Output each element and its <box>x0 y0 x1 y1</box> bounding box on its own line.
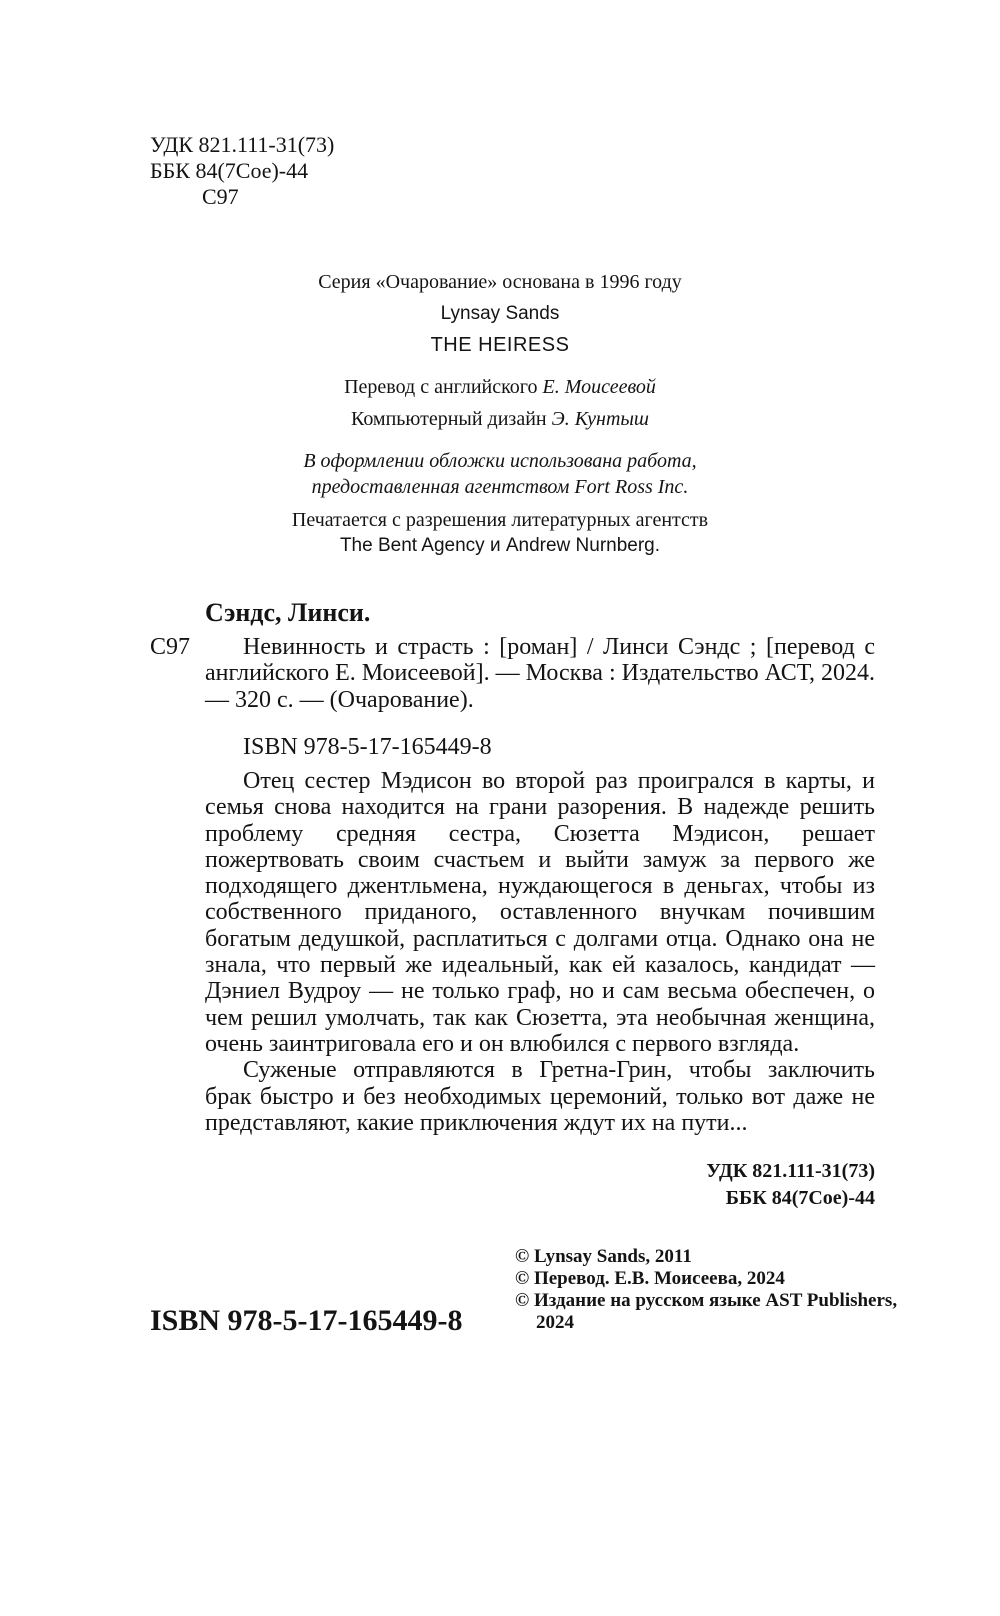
series-line: Серия «Очарование» основана в 1996 году <box>318 271 682 293</box>
annotation <box>205 768 875 1136</box>
classification-codes-bottom <box>660 1158 875 1212</box>
copyright-line: © Издание на русском языке AST Publishers, <box>515 1290 898 1311</box>
original-author: Lynsay Sands <box>440 303 560 324</box>
udk-code-bottom: УДК 821.111-31(73) <box>706 1160 875 1182</box>
annotation-paragraph: Суженые отправляются в Гретна-Грин, чтобы заключить брак быстро и без необходимых церемоний, только вот даже не представляют, какие приключения ждут их на пути... <box>205 1057 875 1136</box>
designer-name: Э. Кунтыш <box>551 408 650 430</box>
design-credit <box>0 408 1000 431</box>
author-mark: С97 <box>202 184 239 209</box>
classification-codes-top <box>150 132 334 210</box>
udk-code: УДК 821.111-31(73) <box>150 132 335 157</box>
bbk-code-bottom: ББК 84(7Сое)-44 <box>725 1187 875 1209</box>
catalog-isbn: ISBN 978-5-17-165449-8 <box>243 734 492 760</box>
cover-note <box>0 448 1000 500</box>
isbn-large: ISBN 978-5-17-165449-8 <box>150 1304 463 1337</box>
annotation-paragraph: Отец сестер Мэдисон во второй раз проигрался в карты, и семья снова находится на грани разорения. В надежде решить проблему средняя сестра, Сюзетта Мэдисон, решает пожертвовать своим счастьем и выйти замуж за первого же подходящего джентльмена, нуждающегося в деньгах, чтобы из собственного приданого, оставленного внучкам почившим богатым дедушкой, расплатиться с долгами отца. Однако она не знала, что первый же идеальный, как ей казалось, кандидат — Дэниел Вудроу — не только граф, но и сам весьма обеспечен, о чем решил умолчать, так как Сюзетта, эта необычная женщина, очень заинтриговала его и он влюбился с первого взгляда. <box>205 768 875 1057</box>
translation-label: Перевод с английского <box>344 376 538 398</box>
cover-note-line: В оформлении обложки использована работа, <box>303 450 697 472</box>
cover-note-line: предоставленная агентством Fort Ross Inc. <box>311 476 689 498</box>
permission-line: The Bent Agency и Andrew Nurnberg. <box>339 535 661 556</box>
permission-note <box>0 507 1000 559</box>
catalog-description: Невинность и страсть : [роман] / Линси Сэндс ; [перевод с английского Е. Моисеевой]. — Москва : Издательство АСТ, 2024. — 320 с. — (Очарование). <box>205 634 876 713</box>
design-label: Компьютерный дизайн <box>350 408 547 430</box>
original-title: THE HEIRESS <box>430 334 570 356</box>
translation-credit <box>0 376 1000 399</box>
copyright-line: © Перевод. Е.В. Моисеева, 2024 <box>515 1268 785 1289</box>
translator-name: Е. Моисеевой <box>542 376 656 398</box>
catalog-code: С97 <box>150 634 191 660</box>
bbk-code: ББК 84(7Сое)-44 <box>150 158 309 183</box>
copyright-line-continued: 2024 <box>536 1312 574 1333</box>
permission-line: Печатается с разрешения литературных агентств <box>291 509 709 531</box>
copyright-block <box>515 1246 898 1334</box>
catalog-author-heading: Сэндс, Линси. <box>205 598 371 627</box>
copyright-line: © Lynsay Sands, 2011 <box>515 1246 692 1267</box>
